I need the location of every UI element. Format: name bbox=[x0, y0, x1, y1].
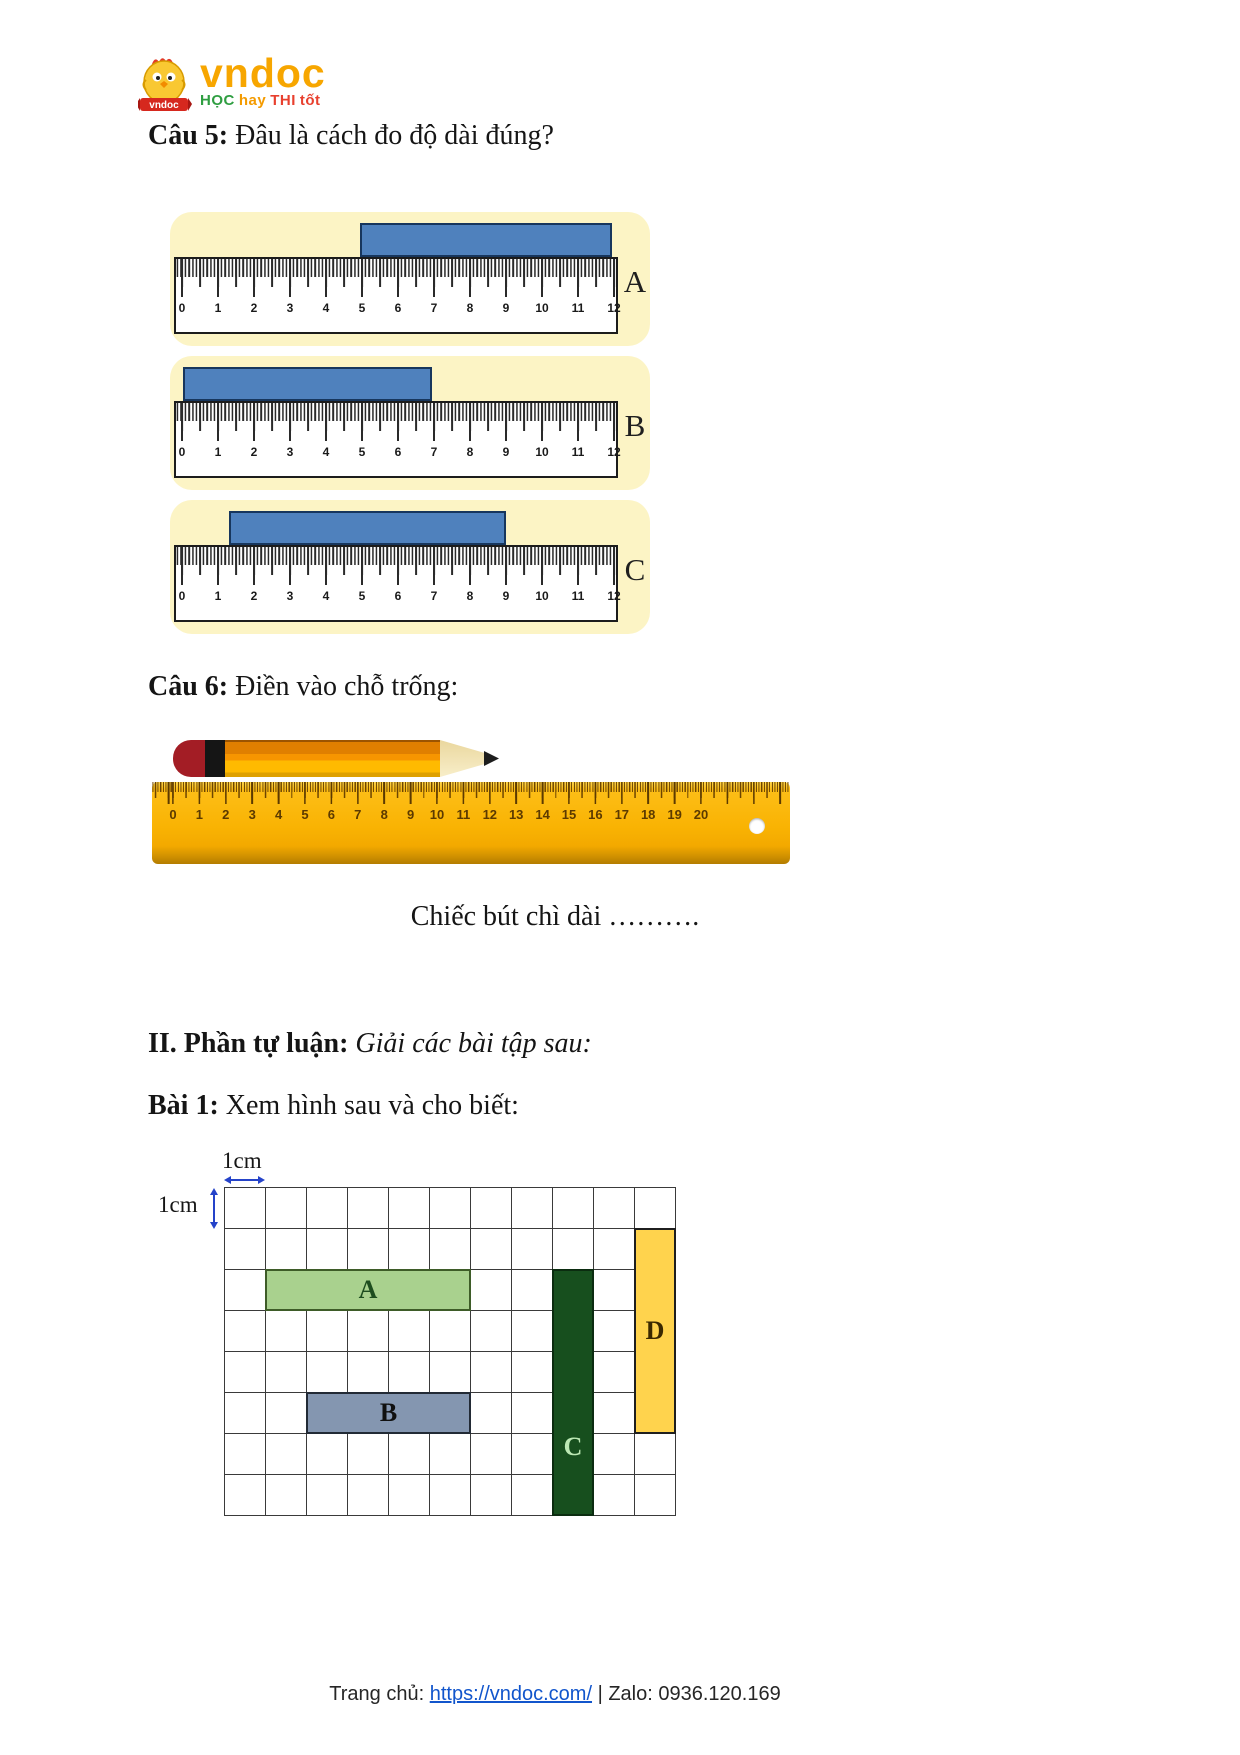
ruler-number: 4 bbox=[322, 301, 330, 315]
ruler-number: 4 bbox=[322, 445, 330, 459]
logo-brand: vndoc bbox=[200, 50, 326, 96]
grid-shape-label: B bbox=[379, 1398, 398, 1427]
ruler-number: 10 bbox=[429, 807, 445, 822]
ruler-number: 6 bbox=[394, 445, 402, 459]
ruler-number: 4 bbox=[274, 807, 283, 822]
pencil-caption: Chiếc bút chì dài ………. bbox=[410, 901, 700, 932]
ruler-number: 7 bbox=[430, 445, 438, 459]
bai1-heading-text: Xem hình sau và cho biết: bbox=[218, 1090, 519, 1121]
ruler-number: 19 bbox=[667, 807, 682, 822]
ruler-number: 9 bbox=[406, 807, 415, 822]
ruler-number: 5 bbox=[358, 301, 366, 315]
ruler-number: 11 bbox=[571, 445, 585, 459]
pencil-ferrule-icon bbox=[205, 740, 225, 777]
ruler bbox=[174, 257, 621, 334]
ruler-number: 8 bbox=[466, 301, 474, 315]
ruler-ticks-unit bbox=[176, 259, 616, 297]
ruler bbox=[174, 545, 621, 622]
ruler-number: 16 bbox=[588, 807, 603, 822]
ruler-number: 5 bbox=[358, 589, 366, 603]
ruler-number: 5 bbox=[358, 445, 366, 459]
ruler-label: A bbox=[623, 264, 647, 299]
ruler-number: 14 bbox=[535, 807, 550, 822]
ruler-ticks-unit bbox=[176, 547, 616, 585]
centimeter-grid bbox=[224, 1187, 676, 1516]
ruler-number: 9 bbox=[502, 589, 510, 603]
ruler-number: 5 bbox=[301, 807, 309, 822]
ruler-number: 6 bbox=[394, 589, 402, 603]
ruler-number: 1 bbox=[214, 589, 222, 603]
ruler-number: 0 bbox=[178, 589, 186, 603]
ruler-number: 18 bbox=[640, 807, 656, 822]
cau6-heading-text: Điền vào chỗ trống: bbox=[228, 671, 459, 702]
ruler-number: 12 bbox=[607, 301, 621, 315]
unit-label-top: 1cm bbox=[222, 1148, 262, 1173]
pencil-wood-icon bbox=[440, 740, 486, 777]
logo-tagline bbox=[200, 92, 326, 109]
footer-prefix: Trang chủ: bbox=[329, 1683, 430, 1705]
ruler-number: 2 bbox=[250, 445, 258, 459]
footer-link[interactable]: https://vndoc.com/ bbox=[429, 1683, 593, 1705]
ruler-number: 2 bbox=[222, 807, 230, 822]
ruler-number: 17 bbox=[614, 807, 630, 822]
ruler-number: 3 bbox=[248, 807, 256, 822]
ruler-number: 9 bbox=[502, 301, 510, 315]
ruler-ticks-unit bbox=[152, 782, 790, 804]
pencil bbox=[173, 740, 499, 777]
ruler-number: 1 bbox=[214, 445, 222, 459]
ruler-number: 11 bbox=[456, 807, 471, 822]
ruler-number: 1 bbox=[195, 807, 204, 822]
cau5-heading-text: Đâu là cách đo độ dài đúng? bbox=[228, 120, 554, 151]
grid-shape-d bbox=[634, 1228, 676, 1434]
logo-tagline-word: tốt bbox=[299, 92, 321, 109]
ruler-number: 3 bbox=[286, 445, 294, 459]
measure-bar bbox=[183, 367, 432, 401]
ruler-number: 13 bbox=[508, 807, 524, 822]
logo-tagline-word: THI bbox=[270, 92, 296, 109]
section2-heading-text: Giải các bài tập sau: bbox=[348, 1028, 592, 1059]
logo-chick-icon bbox=[138, 54, 194, 114]
ruler-number: 6 bbox=[327, 807, 336, 822]
grid-shape-c bbox=[552, 1269, 594, 1516]
ruler bbox=[174, 401, 621, 478]
cau6-heading bbox=[148, 671, 458, 703]
ruler-number: 3 bbox=[286, 589, 294, 603]
svg-text:vndoc: vndoc bbox=[149, 100, 179, 111]
grid-shape-label: D bbox=[645, 1316, 665, 1345]
ruler-number: 4 bbox=[322, 589, 330, 603]
ruler-number: 1 bbox=[214, 301, 222, 315]
measure-card-a bbox=[170, 212, 650, 346]
cau6-heading-number: Câu 6: bbox=[148, 671, 229, 702]
ruler-number: 7 bbox=[354, 807, 362, 822]
ruler-number: 9 bbox=[502, 445, 510, 459]
ruler-number: 0 bbox=[169, 807, 177, 822]
vndoc-logo bbox=[138, 50, 326, 114]
ruler-number: 0 bbox=[178, 301, 186, 315]
ruler-number: 2 bbox=[250, 589, 258, 603]
bai1-heading bbox=[148, 1090, 519, 1122]
ruler-hole-icon bbox=[749, 818, 765, 834]
footer-suffix: | Zalo: 0936.120.169 bbox=[592, 1683, 781, 1705]
ruler-number: 20 bbox=[693, 807, 709, 822]
ruler-number: 10 bbox=[535, 445, 549, 459]
ruler-number: 8 bbox=[466, 589, 474, 603]
ruler-number: 7 bbox=[430, 301, 438, 315]
ruler-number: 12 bbox=[482, 807, 498, 822]
section2-heading bbox=[148, 1028, 592, 1060]
ruler-number: 8 bbox=[466, 445, 474, 459]
ruler-number: 12 bbox=[607, 589, 621, 603]
orange-ruler bbox=[152, 782, 790, 864]
unit-arrow-horizontal-icon bbox=[224, 1174, 265, 1186]
ruler-number: 12 bbox=[607, 445, 621, 459]
pencil-body-icon bbox=[225, 740, 440, 777]
unit-label-left: 1cm bbox=[158, 1192, 198, 1217]
grid-shape-label: A bbox=[358, 1275, 378, 1304]
logo-tagline-word: HỌC bbox=[200, 92, 235, 109]
grid-shape-label: C bbox=[563, 1432, 583, 1461]
ruler-number: 7 bbox=[430, 589, 438, 603]
cau5-heading-number: Câu 5: bbox=[148, 120, 229, 151]
cau5-heading bbox=[148, 120, 554, 152]
measure-bar bbox=[229, 511, 506, 545]
ruler-number: 15 bbox=[561, 807, 577, 822]
ruler-number: 10 bbox=[535, 301, 549, 315]
measure-card-c bbox=[170, 500, 650, 634]
ruler-number: 10 bbox=[535, 589, 549, 603]
grid-shape-a bbox=[265, 1269, 471, 1311]
section2-heading-number: II. Phần tự luận: bbox=[148, 1028, 349, 1059]
footer bbox=[0, 1683, 1110, 1706]
ruler-number: 2 bbox=[250, 301, 258, 315]
logo-tagline-word: hay bbox=[238, 92, 267, 109]
measure-bar bbox=[360, 223, 612, 257]
ruler-ticks-unit bbox=[176, 403, 616, 441]
ruler-number: 11 bbox=[571, 301, 585, 315]
ruler-label: C bbox=[624, 552, 646, 587]
bai1-heading-number: Bài 1: bbox=[148, 1090, 219, 1121]
ruler-number: 0 bbox=[178, 445, 186, 459]
pencil-tip-icon bbox=[484, 751, 499, 766]
ruler-number: 6 bbox=[394, 301, 402, 315]
grid-shape-b bbox=[306, 1392, 471, 1434]
ruler-number: 3 bbox=[286, 301, 294, 315]
pencil-eraser-icon bbox=[173, 740, 205, 777]
measure-card-b bbox=[170, 356, 650, 490]
ruler-number: 11 bbox=[571, 589, 585, 603]
ruler-label: B bbox=[624, 408, 646, 443]
unit-arrow-vertical-icon bbox=[208, 1188, 220, 1229]
ruler-number: 8 bbox=[380, 807, 388, 822]
